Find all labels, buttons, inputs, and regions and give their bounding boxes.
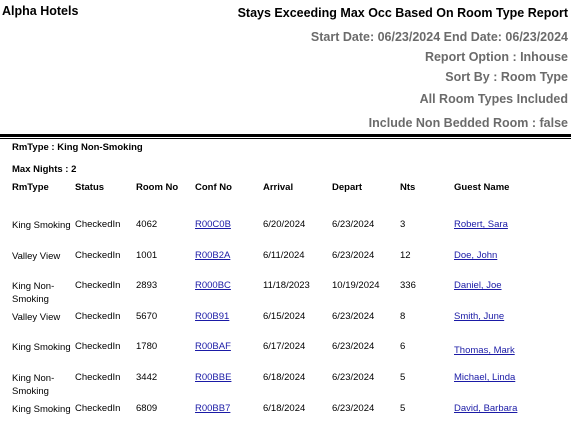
conf-no-link[interactable]: R000BC <box>195 280 231 291</box>
cell-arrival: 6/20/2024 <box>263 219 306 230</box>
cell-rmtype: King Smoking <box>12 342 71 353</box>
cell-depart: 6/23/2024 <box>332 219 375 230</box>
cell-arrival: 6/18/2024 <box>263 372 306 383</box>
cell-rmtype: King Non-Smoking <box>12 281 55 305</box>
col-header-guest-name: Guest Name <box>454 182 510 193</box>
cell-depart: 10/19/2024 <box>332 280 380 291</box>
col-header-rmtype: RmType <box>12 182 49 193</box>
cell-nts: 12 <box>400 250 411 261</box>
cell-room-no: 1780 <box>136 341 158 352</box>
cell-arrival: 6/11/2024 <box>263 250 305 261</box>
conf-no-link[interactable]: R00B91 <box>195 311 230 322</box>
cell-arrival: 6/17/2024 <box>263 341 306 352</box>
conf-no-link[interactable]: R00B2A <box>195 250 231 261</box>
cell-room-no: 4062 <box>136 219 158 230</box>
guest-name-link[interactable]: Doe, John <box>454 250 498 261</box>
cell-arrival: 11/18/2023 <box>263 280 310 291</box>
cell-rmtype: King Smoking <box>12 220 71 231</box>
cell-nts: 3 <box>400 219 406 230</box>
group-rmtype-label: RmType : King Non-Smoking <box>12 142 143 153</box>
cell-nts: 8 <box>400 311 406 322</box>
report-title: Stays Exceeding Max Occ Based On Room Type Report <box>237 6 568 20</box>
col-header-arrival: Arrival <box>263 182 294 193</box>
param-sort-by: Sort By : Room Type <box>445 70 568 84</box>
header-divider-thick <box>0 134 571 137</box>
cell-room-no: 3442 <box>136 372 158 383</box>
cell-status: CheckedIn <box>75 219 121 230</box>
conf-no-link[interactable]: R00C0B <box>195 219 231 230</box>
col-header-room-no: Room No <box>136 182 179 193</box>
cell-room-no: 2893 <box>136 280 158 291</box>
cell-room-no: 1001 <box>136 250 158 261</box>
cell-nts: 5 <box>400 403 406 414</box>
cell-rmtype: King Non-Smoking <box>12 373 55 397</box>
cell-status: CheckedIn <box>75 280 121 291</box>
param-room-types: All Room Types Included <box>419 92 568 106</box>
conf-no-link[interactable]: R00BAF <box>195 341 231 352</box>
cell-nts: 336 <box>400 280 416 291</box>
col-header-conf-no: Conf No <box>195 182 232 193</box>
conf-no-link[interactable]: R00BB7 <box>195 403 231 414</box>
param-date-range: Start Date: 06/23/2024 End Date: 06/23/2024 <box>310 30 568 44</box>
cell-room-no: 6809 <box>136 403 158 414</box>
col-header-status: Status <box>75 182 105 193</box>
guest-name-link[interactable]: David, Barbara <box>454 403 518 414</box>
cell-rmtype: Valley View <box>12 312 61 323</box>
cell-depart: 6/23/2024 <box>332 372 375 383</box>
cell-depart: 6/23/2024 <box>332 403 375 414</box>
col-header-depart: Depart <box>332 182 363 193</box>
header-divider-thin <box>0 138 571 139</box>
col-header-nts: Nts <box>400 182 416 193</box>
cell-arrival: 6/18/2024 <box>263 403 306 414</box>
cell-status: CheckedIn <box>75 372 121 383</box>
guest-name-link[interactable]: Smith, June <box>454 311 505 322</box>
cell-nts: 6 <box>400 341 406 352</box>
guest-name-link[interactable]: Thomas, Mark <box>454 345 515 356</box>
cell-status: CheckedIn <box>75 250 121 261</box>
param-report-option: Report Option : Inhouse <box>424 50 568 64</box>
cell-status: CheckedIn <box>75 341 121 352</box>
cell-nts: 5 <box>400 372 406 383</box>
cell-rmtype: King Smoking <box>12 404 71 415</box>
cell-depart: 6/23/2024 <box>332 250 375 261</box>
cell-rmtype: Valley View <box>12 251 61 262</box>
cell-status: CheckedIn <box>75 403 121 414</box>
param-non-bedded: Include Non Bedded Room : false <box>368 116 568 130</box>
cell-status: CheckedIn <box>75 311 121 322</box>
cell-depart: 6/23/2024 <box>332 341 375 352</box>
cell-arrival: 6/15/2024 <box>263 311 306 322</box>
cell-room-no: 5670 <box>136 311 158 322</box>
hotel-name: Alpha Hotels <box>2 4 79 18</box>
guest-name-link[interactable]: Michael, Linda <box>454 372 516 383</box>
guest-name-link[interactable]: Daniel, Joe <box>454 280 502 291</box>
group-max-nights-label: Max Nights : 2 <box>12 164 77 175</box>
cell-depart: 6/23/2024 <box>332 311 375 322</box>
conf-no-link[interactable]: R00BBE <box>195 372 232 383</box>
guest-name-link[interactable]: Robert, Sara <box>454 219 508 230</box>
